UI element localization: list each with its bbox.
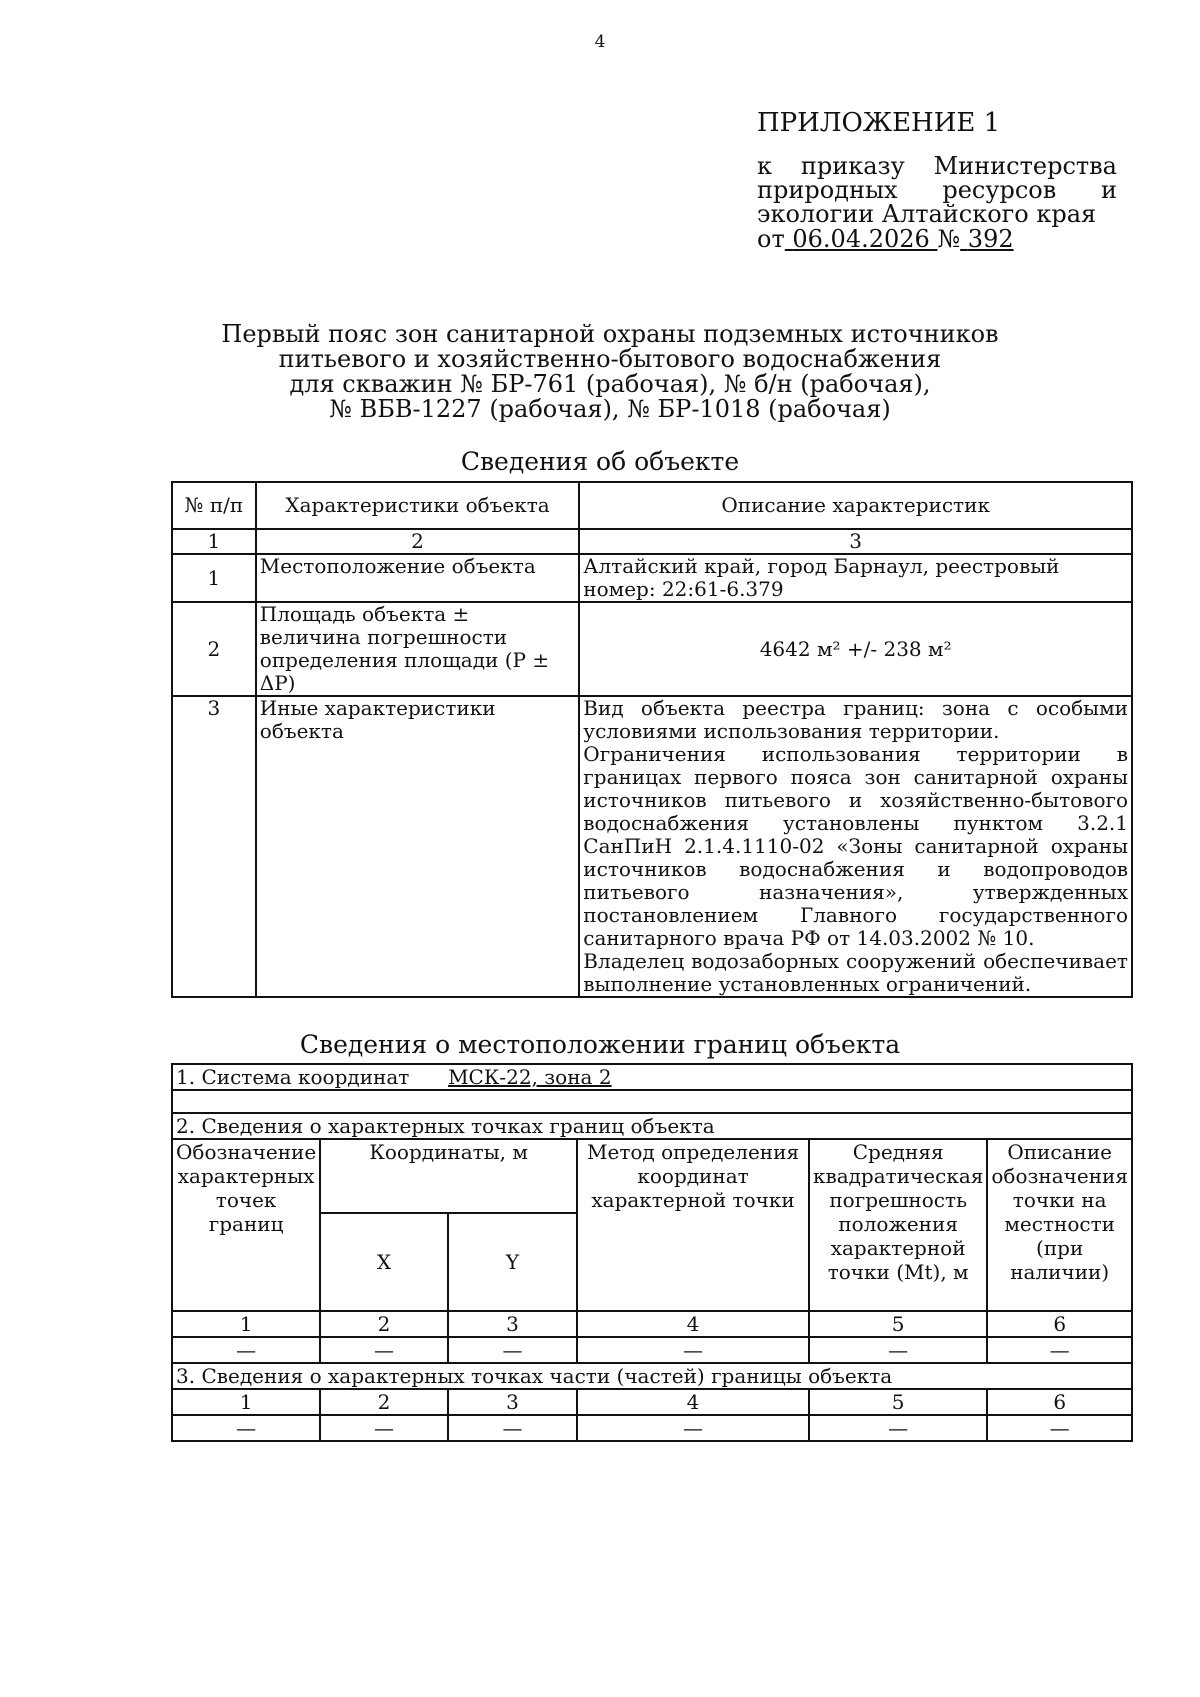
col-number: 1 xyxy=(172,1389,320,1415)
row-characteristic: Иные характеристики объекта xyxy=(256,696,580,997)
header-num: № п/п xyxy=(172,482,256,529)
header-characteristic: Характеристики объекта xyxy=(256,482,580,529)
col-number: 1 xyxy=(172,1311,320,1337)
blank-cell xyxy=(172,1090,1132,1113)
empty-cell: — xyxy=(809,1415,987,1441)
col-number: 6 xyxy=(987,1311,1132,1337)
appendix-date-line xyxy=(757,226,1117,252)
col-number: 3 xyxy=(448,1389,577,1415)
col-number: 2 xyxy=(320,1389,448,1415)
column-numbers-row xyxy=(172,529,1132,554)
table-row xyxy=(172,1415,1132,1441)
coord-system-row xyxy=(172,1064,1132,1090)
object-info-title: Сведения об объекте xyxy=(460,447,740,476)
appendix-block xyxy=(757,108,1117,252)
section-2-heading: 2. Сведения о характерных точках границ объекта xyxy=(172,1113,1132,1139)
column-numbers-row xyxy=(172,1311,1132,1337)
coord-system-label: 1. Система координат xyxy=(176,1065,410,1089)
header-method: Метод определения координат характерной точки xyxy=(577,1139,809,1311)
col-number: 2 xyxy=(256,529,580,554)
section-row xyxy=(172,1113,1132,1139)
column-numbers-row xyxy=(172,1389,1132,1415)
document-title xyxy=(200,322,1020,422)
title-line-2: питьевого и хозяйственно-бытового водоснабжения xyxy=(278,345,942,373)
row-description xyxy=(579,696,1132,997)
header-x: X xyxy=(320,1213,448,1311)
empty-cell: — xyxy=(809,1337,987,1363)
col-number: 1 xyxy=(172,529,256,554)
col-number: 2 xyxy=(320,1311,448,1337)
col-number: 3 xyxy=(448,1311,577,1337)
header-error: Средняя квадратическая погрешность положения характерной точки (Mt), м xyxy=(809,1139,987,1311)
row-description: 4642 м² +/- 238 м² xyxy=(579,602,1132,696)
table-row xyxy=(172,602,1132,696)
table-row xyxy=(172,696,1132,997)
row-number: 1 xyxy=(172,554,256,602)
col-number: 3 xyxy=(579,529,1132,554)
table-header-row xyxy=(172,482,1132,529)
col-number: 6 xyxy=(987,1389,1132,1415)
row-characteristic: Местоположение объекта xyxy=(256,554,580,602)
header-coords: Координаты, м xyxy=(320,1139,577,1213)
title-line-4: № ВБВ-1227 (рабочая), № БР-1018 (рабочая) xyxy=(329,395,891,423)
col-number: 5 xyxy=(809,1311,987,1337)
title-line-3: для скважин № БР-761 (рабочая), № б/н (рабочая), xyxy=(289,370,931,398)
empty-cell: — xyxy=(987,1415,1132,1441)
header-row xyxy=(172,1139,1132,1213)
object-info-table xyxy=(171,481,1133,998)
appendix-heading: ПРИЛОЖЕНИЕ 1 xyxy=(757,108,1001,138)
coord-system-value: МСК-22, зона 2 xyxy=(448,1065,612,1089)
section-3-heading: 3. Сведения о характерных точках части (частей) границы объекта xyxy=(172,1363,1132,1389)
boundaries-title: Сведения о местоположении границ объекта xyxy=(299,1030,901,1059)
header-designation: Обозначение характерных точек границ xyxy=(172,1139,320,1311)
description-paragraph: Ограничения использования территории в границах первого пояса зон санитарной охраны источников питьевого и хозяйственно-бытового водоснабжения установлены пунктом 3.2.1 СанПиН 2.1.4.1110-02 «Зоны санитарной охраны источников водоснабжения и водопроводов питьевого назначения», утвержденных постановлением Главного государственного санитарного врача РФ от 14.03.2002 № 10. xyxy=(583,742,1128,950)
col-number: 4 xyxy=(577,1311,809,1337)
description-paragraph: Владелец водозаборных сооружений обеспечивает выполнение установленных ограничений. xyxy=(583,949,1128,996)
empty-cell: — xyxy=(448,1337,577,1363)
col-number: 4 xyxy=(577,1389,809,1415)
header-y: Y xyxy=(448,1213,577,1311)
header-description: Описание характеристик xyxy=(579,482,1132,529)
empty-cell: — xyxy=(577,1415,809,1441)
table-row xyxy=(172,554,1132,602)
header-location-description: Описание обозначения точки на местности (при наличии) xyxy=(987,1139,1132,1311)
page-number: 4 xyxy=(594,32,606,52)
empty-cell: — xyxy=(577,1337,809,1363)
description-paragraph: Вид объекта реестра границ: зона с особыми условиями использования территории. xyxy=(583,696,1128,743)
date-prefix: от xyxy=(757,225,785,253)
boundaries-table xyxy=(171,1063,1133,1442)
coord-system xyxy=(172,1064,1132,1090)
empty-cell: — xyxy=(172,1337,320,1363)
empty-cell: — xyxy=(172,1415,320,1441)
order-date: 06.04.2026 xyxy=(792,225,930,253)
section-row xyxy=(172,1363,1132,1389)
empty-cell: — xyxy=(987,1337,1132,1363)
row-number: 3 xyxy=(172,696,256,997)
appendix-to-order: к приказу Министерства природных ресурсов и экологии Алтайского края xyxy=(757,152,1117,228)
col-number: 5 xyxy=(809,1389,987,1415)
empty-cell: — xyxy=(320,1415,448,1441)
table-row xyxy=(172,1337,1132,1363)
order-number: 392 xyxy=(967,225,1014,253)
empty-cell: — xyxy=(320,1337,448,1363)
row-description: Алтайский край, город Барнаул, реестровый номер: 22:61-6.379 xyxy=(579,554,1132,602)
empty-cell: — xyxy=(448,1415,577,1441)
title-line-1: Первый пояс зон санитарной охраны подземных источников xyxy=(221,320,999,348)
row-number: 2 xyxy=(172,602,256,696)
blank-row xyxy=(172,1090,1132,1113)
number-prefix: № xyxy=(937,225,961,253)
row-characteristic: Площадь объекта ± величина погрешности определения площади (P ± ΔP) xyxy=(256,602,580,696)
